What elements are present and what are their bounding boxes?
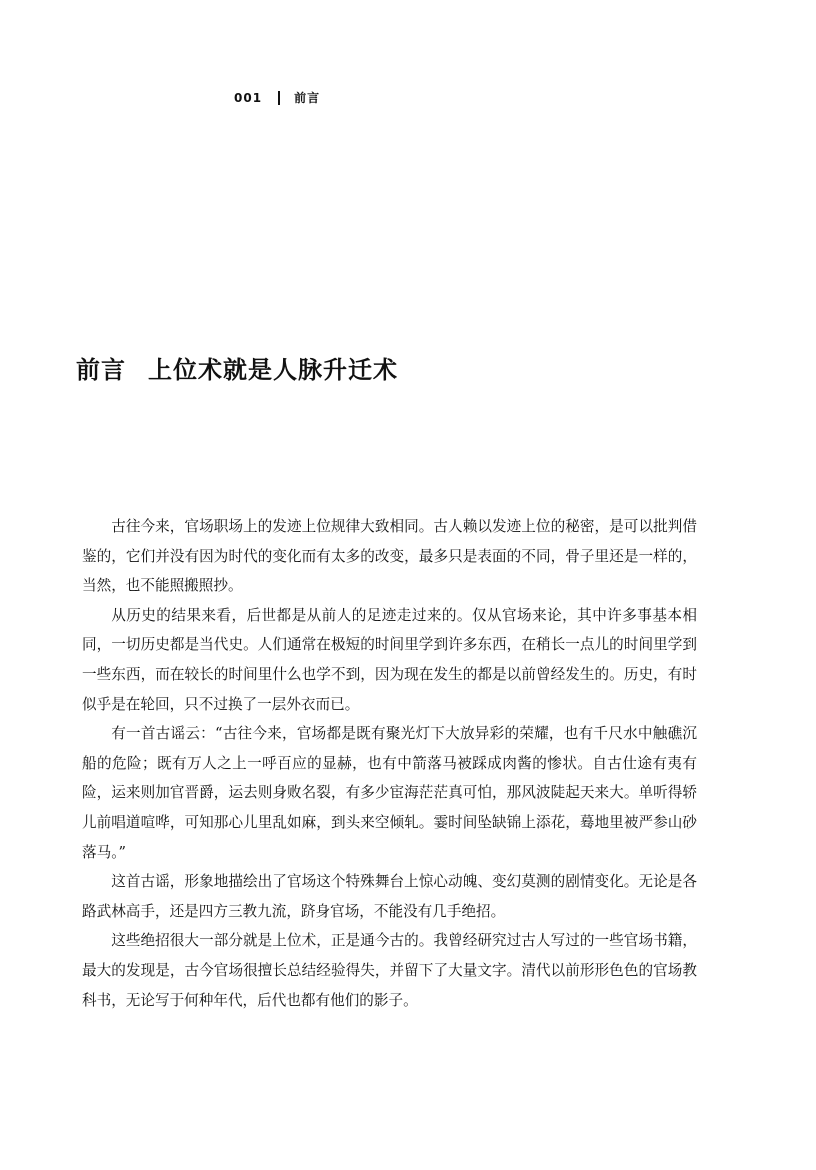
page-number: 001 bbox=[234, 90, 263, 105]
chapter-title-text: 上位术就是人脉升迁术 bbox=[148, 356, 398, 384]
chapter-title-label: 前言 bbox=[76, 356, 126, 384]
body-text bbox=[82, 512, 697, 1015]
paragraph-1: 古往今来，官场职场上的发迹上位规律大致相同。古人赖以发迹上位的秘密，是可以批判借鉴的，它们并没有因为时代的变化而有太多的改变，最多只是表面的不同，骨子里还是一样的，当然，也不能照搬照抄。 bbox=[82, 518, 697, 595]
running-header bbox=[234, 89, 320, 106]
paragraph-3: 有一首古谣云：“古往今来，官场都是既有聚光灯下大放异彩的荣耀，也有千尺水中触礁沉船的危险；既有万人之上一呼百应的显赫，也有中箭落马被踩成肉酱的惨状。自古仕途有夷有险，运来则加官晋爵，运去则身败名裂，有多少宦海茫茫真可怕，那风波陡起天来大。单听得轿儿前唱道喧哗，可知那心儿里乱如麻，到头来空倾轧。霎时间坠缺锦上添花，蓦地里被严参山砂落马。” bbox=[82, 725, 697, 861]
paragraph-4: 这首古谣，形象地描绘出了官场这个特殊舞台上惊心动魄、变幻莫测的剧情变化。无论是各路武林高手，还是四方三教九流，跻身官场，不能没有几手绝招。 bbox=[82, 873, 697, 920]
paragraph-5: 这些绝招很大一部分就是上位术，正是通今古的。我曾经研究过古人写过的一些官场书籍，最大的发现是，古今官场很擅长总结经验得失，并留下了大量文字。清代以前形形色色的官场教科书，无论写于何种年代，后代也都有他们的影子。 bbox=[82, 932, 697, 1009]
header-section: 前言 bbox=[294, 91, 321, 105]
paragraph-2: 从历史的结果来看，后世都是从前人的足迹走过来的。仅从官场来论，其中许多事基本相同，一切历史都是当代史。人们通常在极短的时间里学到许多东西，在稍长一点儿的时间里学到一些东西，而在较长的时间里什么也学不到，因为现在发生的都是以前曾经发生的。历史，有时似乎是在轮回，只不过换了一层外衣而已。 bbox=[82, 606, 697, 713]
chapter-title bbox=[76, 350, 398, 385]
header-separator bbox=[278, 91, 280, 105]
